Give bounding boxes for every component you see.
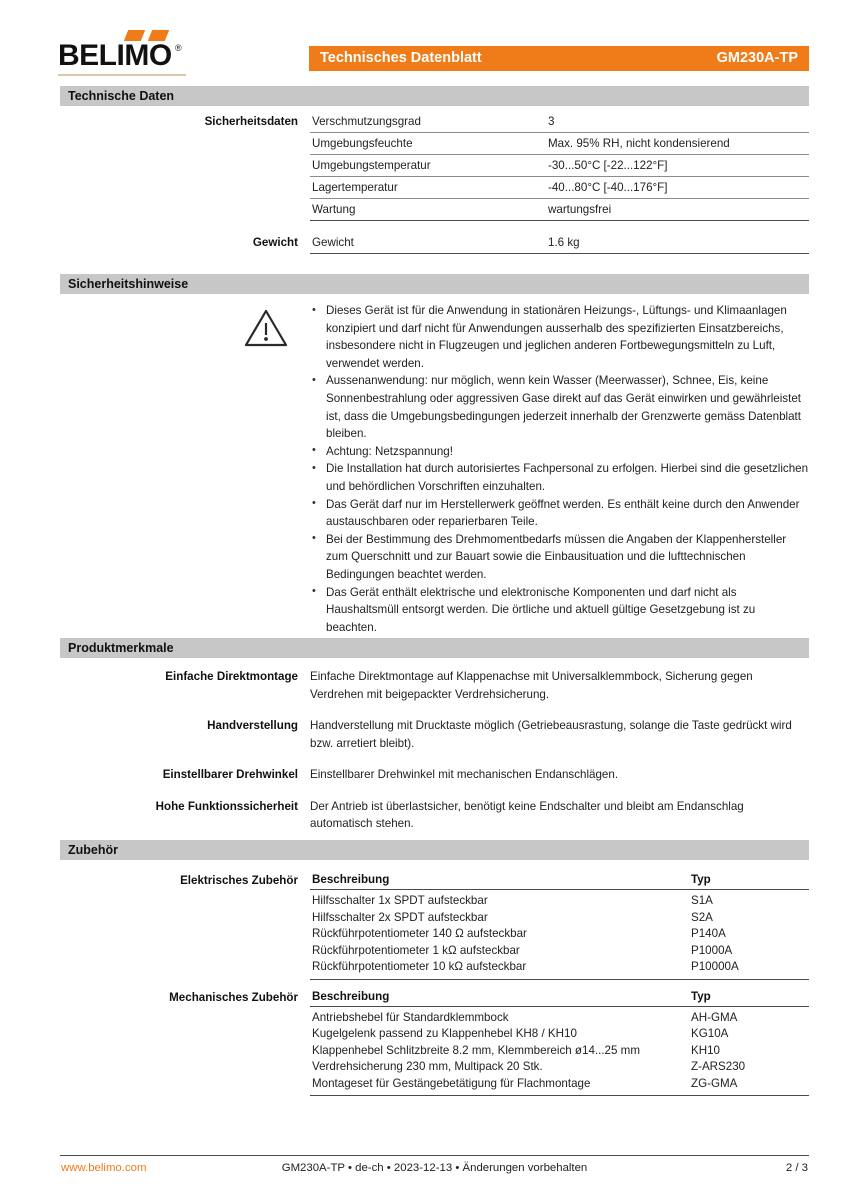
section-header-technical: Technische Daten [60, 86, 809, 106]
footer-divider [60, 1155, 809, 1156]
accessory-type: Z-ARS230 [691, 1060, 746, 1073]
table-row [310, 232, 809, 253]
accessory-description: Rückführpotentiometer 140 Ω aufsteckbar [312, 927, 527, 940]
accessory-type: AH-GMA [691, 1010, 738, 1024]
feature-label: Einstellbarer Drehwinkel [162, 768, 298, 781]
table-row [310, 198, 809, 220]
list-item: • Aussenanwendung: nur möglich, wenn kein Wasser (Meerwasser), Schnee, Eis, keine Sonnenbestrahlung oder aggressiven Gase direkt auf das Gerät einwirken und gewährleistet ist, dass die Umgebungsbedingungen jederzeit innerhalb der Grenzwerte gemäss Datenblatt bleiben. [310, 372, 809, 442]
page-title: Technisches Datenblatt [320, 50, 482, 66]
accessories-block [60, 872, 809, 1096]
accessory-description: Rückführpotentiometer 10 kΩ aufsteckbar [312, 960, 527, 973]
feature-text: Einfache Direktmontage auf Klappenachse mit Universalklemmbock, Sicherung gegen Verdrehen mit beigepackter Verdrehsicherung. [310, 670, 753, 701]
table-row [310, 926, 809, 943]
spec-name: Lagertemperatur [312, 181, 398, 194]
list-item: • Dieses Gerät ist für die Anwendung in stationären Heizungs-, Lüftungs- und Klimaanlagen konzipiert und darf nicht für Anwendungen ausserhalb des spezifizierten Einsatzbereichs, insbesondere nicht in Flugzeugen und jeglichen anderen Fortbewegungsmitteln zu Luft, verwendet werden. [310, 302, 809, 372]
section-header-features: Produktmerkmale [60, 638, 809, 658]
table-row [310, 132, 809, 154]
document-title-bar [309, 46, 809, 71]
feature-text: Handverstellung mit Drucktaste möglich (Getriebeausrastung, solange die Taste gedrückt wird bzw. arretiert bleibt). [310, 719, 792, 750]
feature-label: Einfache Direktmontage [165, 670, 298, 683]
spec-value: -30...50°C [-22...122°F] [548, 159, 668, 172]
accessory-description: Hilfsschalter 2x SPDT aufsteckbar [312, 910, 488, 924]
section-header-accessories: Zubehör [60, 840, 809, 860]
table-row [310, 111, 809, 132]
safety-notes-list [310, 302, 809, 636]
accessory-group-label: Mechanisches Zubehör [169, 990, 298, 1004]
feature-row [60, 717, 809, 752]
spec-name: Umgebungstemperatur [312, 159, 431, 172]
feature-row [60, 668, 809, 703]
footer-document-info: GM230A-TP • de-ch • 2023-12-13 • Änderungen vorbehalten [281, 1162, 588, 1175]
table-row [310, 176, 809, 198]
spec-group-rows [310, 232, 809, 254]
spec-value: 3 [548, 115, 555, 128]
list-item: • Die Installation hat durch autorisiertes Fachpersonal zu erfolgen. Hierbei sind die gesetzlichen und behördlichen Vorschriften einzuhalten. [310, 460, 809, 495]
accessory-description: Antriebshebel für Standardklemmbock [312, 1010, 509, 1024]
column-header-description: Beschreibung [312, 989, 390, 1003]
accessory-description: Hilfsschalter 1x SPDT aufsteckbar [312, 894, 488, 907]
warning-icon-wrapper [60, 302, 310, 348]
accessory-description: Montageset für Gestängebetätigung für Flachmontage [312, 1076, 591, 1090]
page-header [0, 0, 848, 84]
spec-name: Gewicht [312, 236, 354, 249]
table-header-row [310, 872, 809, 890]
column-header-description: Beschreibung [312, 873, 390, 886]
table-row [310, 154, 809, 176]
spec-value: wartungsfrei [548, 203, 612, 216]
table-row [310, 910, 809, 927]
spec-group-safety-data [60, 111, 809, 221]
registered-trademark-icon: ® [175, 43, 182, 53]
website-link[interactable]: www.belimo.com [61, 1162, 147, 1175]
feature-label: Handverstellung [207, 719, 298, 732]
spec-name: Verschmutzungsgrad [312, 115, 421, 128]
spec-value: Max. 95% RH, nicht kondensierend [548, 137, 730, 150]
feature-row [60, 766, 809, 784]
column-header-type: Typ [691, 873, 711, 886]
accessory-description: Kugelgelenk passend zu Klappenhebel KH8 / KH10 [312, 1027, 577, 1040]
technical-data-block [60, 111, 809, 254]
page-footer [60, 1155, 809, 1184]
spec-value: -40...80°C [-40...176°F] [548, 181, 668, 194]
accessory-type: P10000A [691, 960, 739, 973]
spec-group-weight [60, 232, 809, 254]
table-row [310, 943, 809, 960]
table-row [310, 959, 809, 976]
spec-group-label: Gewicht [252, 236, 298, 249]
product-features-block [60, 668, 809, 847]
list-item: • Bei der Bestimmung des Drehmomentbedarfs müssen die Angaben der Klappenhersteller zum Querschnitt und zur Bauart sowie die Einbausituation und die lufttechnischen Bedingungen beachtet werden. [310, 531, 809, 584]
spec-value: 1.6 kg [548, 236, 580, 249]
safety-notes-block [60, 302, 809, 636]
feature-text: Einstellbarer Drehwinkel mit mechanischen Endanschlägen. [310, 768, 619, 781]
spec-name: Wartung [312, 203, 356, 216]
section-header-safety: Sicherheitshinweise [60, 274, 809, 294]
accessory-description: Rückführpotentiometer 1 kΩ aufsteckbar [312, 943, 520, 957]
accessory-description: Klappenhebel Schlitzbreite 8.2 mm, Klemmbereich ø14...25 mm [312, 1043, 640, 1057]
table-row [310, 1059, 809, 1076]
feature-text: Der Antrieb ist überlastsicher, benötigt keine Endschalter und bleibt am Endanschlag automatisch stehen. [310, 799, 744, 830]
accessory-group-mechanical [60, 989, 809, 1097]
table-row [310, 1010, 809, 1027]
table-row [310, 1076, 809, 1093]
list-item: • Das Gerät darf nur im Herstellerwerk geöffnet werden. Es enthält keine durch den Anwender austauschbaren oder reparierbaren Teile. [310, 496, 809, 531]
accessory-type: P140A [691, 927, 726, 940]
spec-name: Umgebungsfeuchte [312, 137, 413, 150]
accessory-table [310, 872, 809, 980]
page-number: 2 / 3 [785, 1162, 808, 1175]
product-code: GM230A-TP [716, 50, 798, 66]
accessory-type: S2A [691, 910, 713, 924]
accessory-group-label: Elektrisches Zubehör [180, 874, 298, 887]
belimo-logo [58, 30, 188, 76]
accessory-group-electrical [60, 872, 809, 980]
table-row [310, 1043, 809, 1060]
spec-group-label: Sicherheitsdaten [204, 115, 298, 128]
table-row [310, 1026, 809, 1043]
accessory-type: S1A [691, 894, 713, 907]
logo-wordmark: BELIMO [58, 39, 172, 72]
logo-underline [58, 74, 186, 76]
accessory-type: ZG-GMA [691, 1076, 738, 1090]
table-row [310, 893, 809, 910]
accessory-type: KH10 [691, 1043, 721, 1057]
accessory-type: P1000A [691, 943, 733, 957]
list-item: • Achtung: Netzspannung! [310, 443, 809, 461]
warning-triangle-icon [244, 308, 288, 348]
accessory-description: Verdrehsicherung 230 mm, Multipack 20 Stk. [312, 1060, 543, 1073]
table-header-row [310, 989, 809, 1007]
feature-label: Hohe Funktionssicherheit [155, 799, 298, 813]
column-header-type: Typ [691, 989, 711, 1003]
accessory-type: KG10A [691, 1027, 729, 1040]
list-item: • Das Gerät enthält elektrische und elektronische Komponenten und darf nicht als Haushaltsmüll entsorgt werden. Die örtliche und aktuell gültige Gesetzgebung ist zu beachten. [310, 584, 809, 637]
spec-group-rows [310, 111, 809, 221]
feature-row [60, 798, 809, 833]
accessory-table [310, 989, 809, 1097]
